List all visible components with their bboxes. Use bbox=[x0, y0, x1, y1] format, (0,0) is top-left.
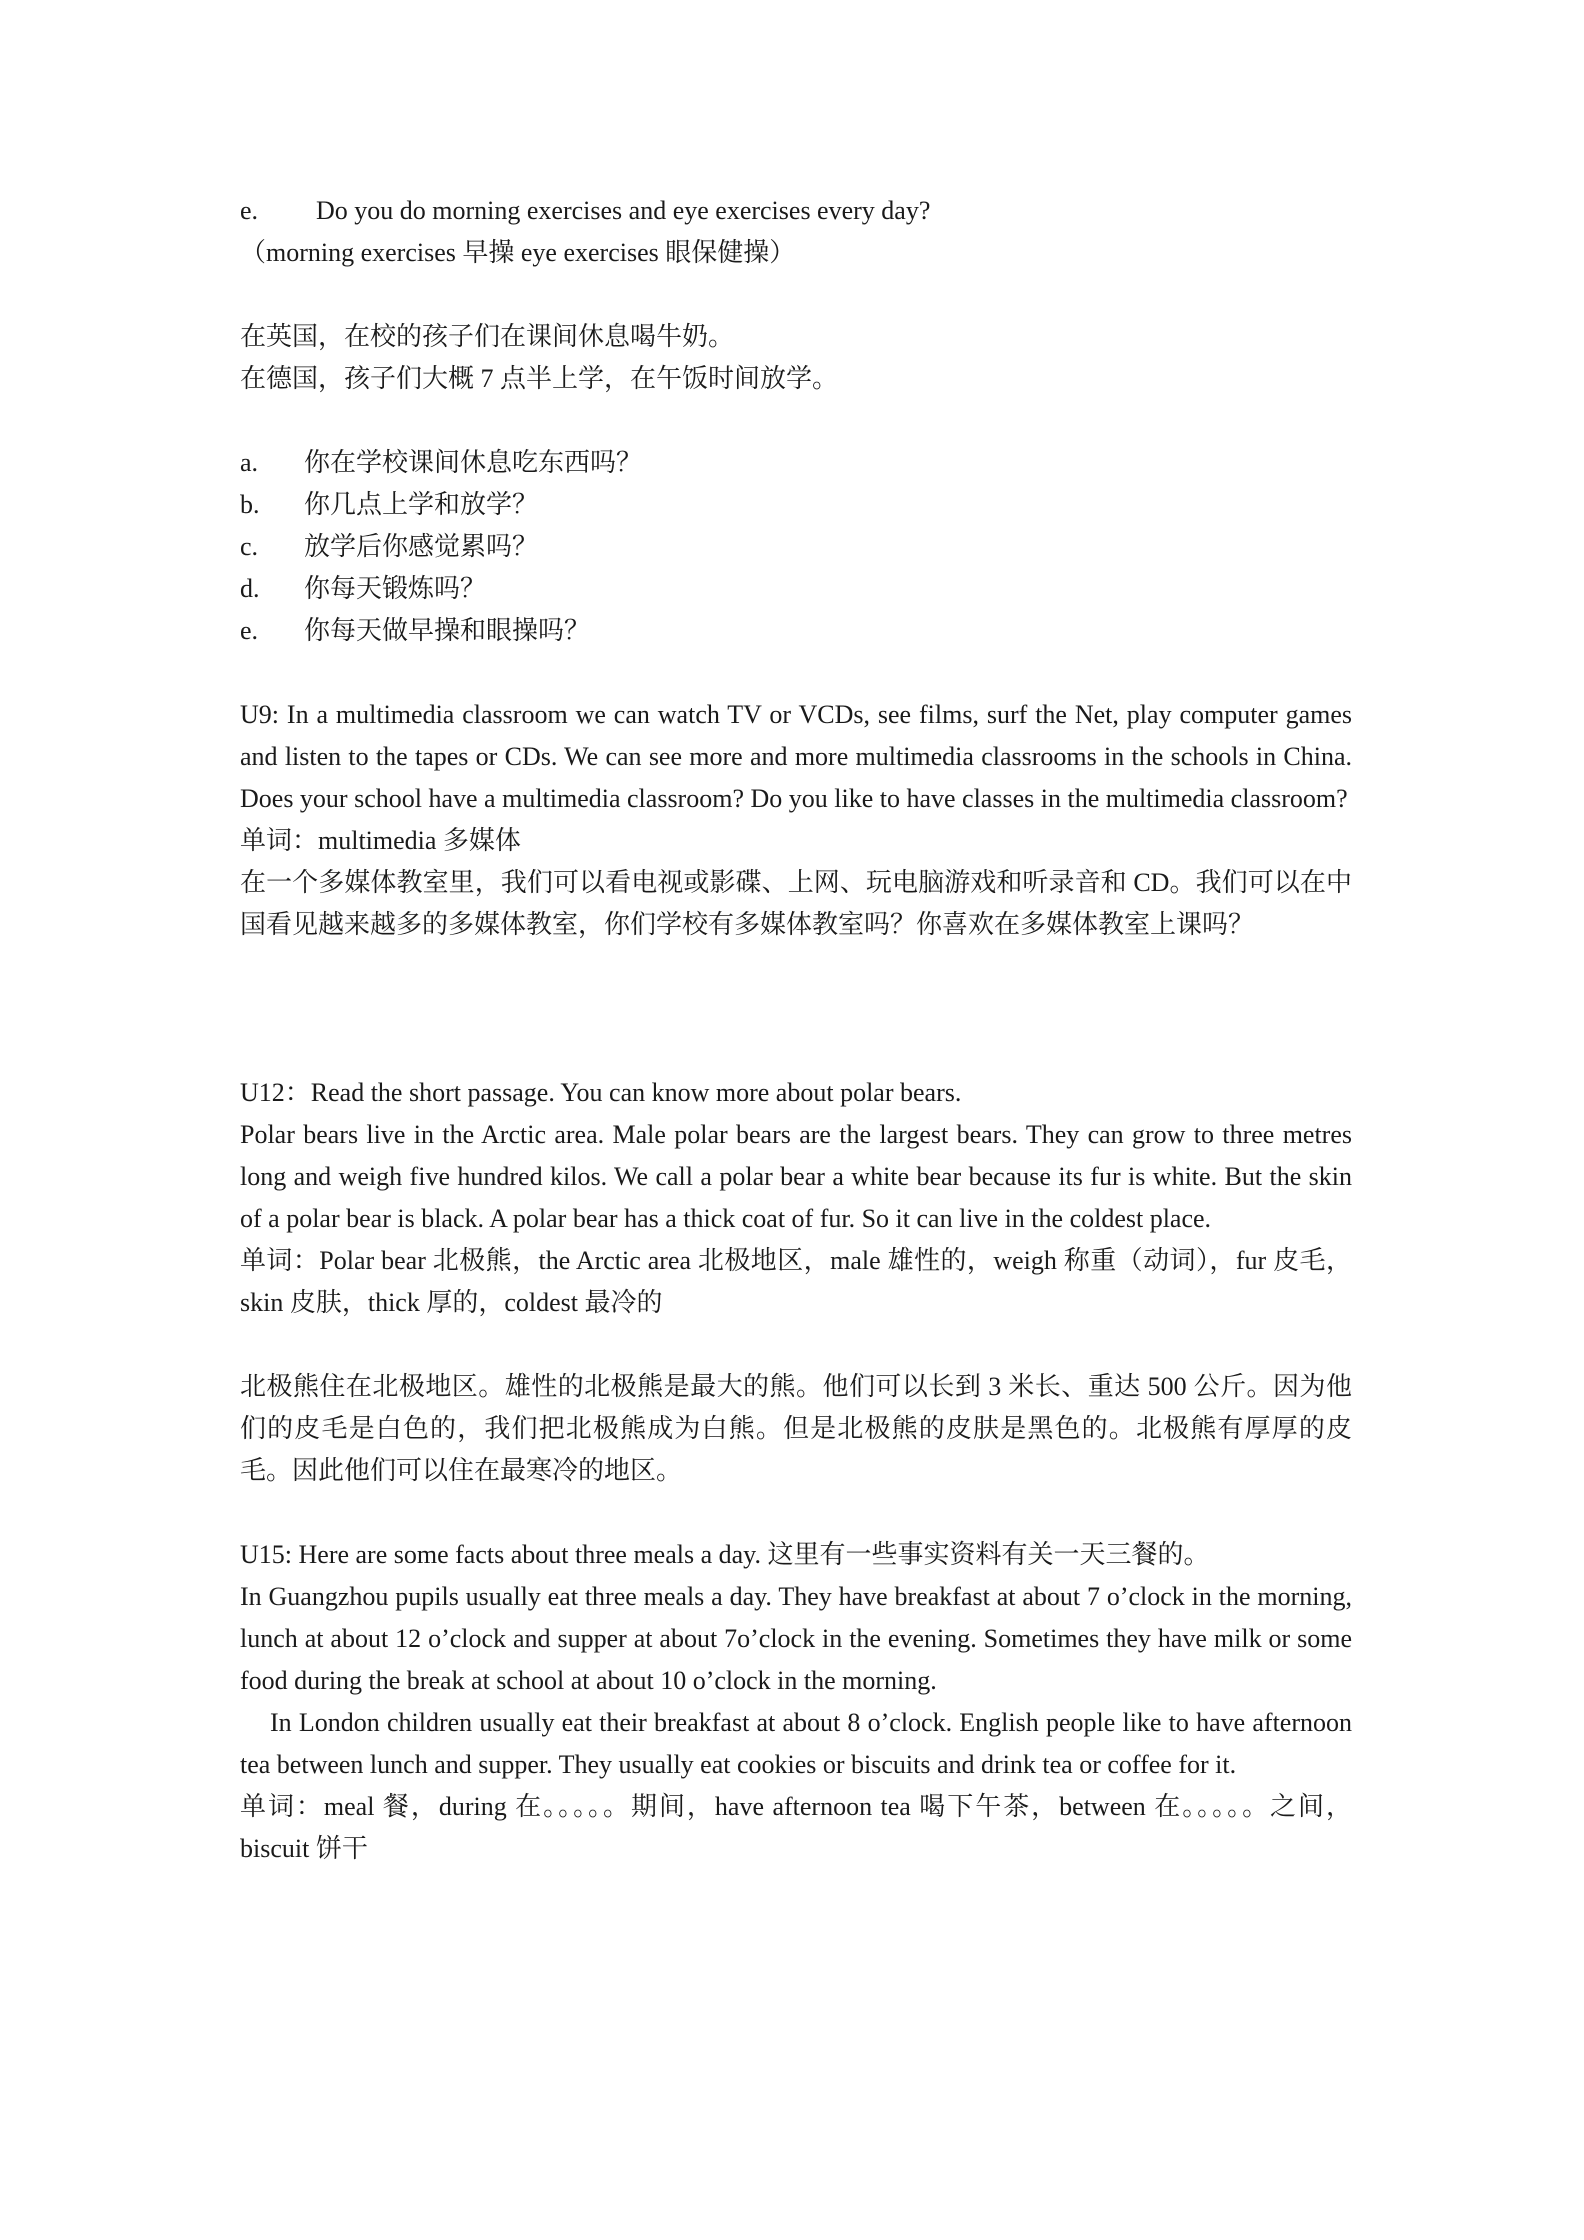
item-marker: b. bbox=[240, 490, 260, 519]
u15-vocab: 单词：meal 餐，during 在。。。。。期间，have afternoon tea 喝下午茶，between 在。。。。。之间，biscuit 饼干 bbox=[240, 1792, 1352, 1863]
item-text: 你每天做早操和眼操吗？ bbox=[304, 616, 591, 645]
u15-paragraph-guangzhou: In Guangzhou pupils usually eat three meals a day. They have breakfast at about 7 o’clock in the morning, lunch at about 12 o’clock and supper at about 7o’clock in the evening. Sometimes they have milk or some food during the break at school at about 10 o’clock in the morning. bbox=[240, 1582, 1352, 1695]
item-text: 你每天锻炼吗？ bbox=[304, 574, 487, 603]
item-text: 放学后你感觉累吗？ bbox=[304, 532, 539, 561]
item-text: Do you do morning exercises and eye exercises every day? bbox=[316, 196, 931, 225]
exercise-item-e bbox=[240, 190, 1352, 232]
u15-heading: U15: Here are some facts about three meals a day. 这里有一些事实资料有关一天三餐的。 bbox=[240, 1540, 1210, 1569]
list-item bbox=[240, 484, 1352, 526]
u9-chinese-translation: 在一个多媒体教室里，我们可以看电视或影碟、上网、玩电脑游戏和听录音和 CD。我们可以在中国看见越来越多的多媒体教室，你们学校有多媒体教室吗？你喜欢在多媒体教室上课吗？ bbox=[240, 868, 1352, 939]
fact-line-germany: 在德国，孩子们大概 7 点半上学，在午饭时间放学。 bbox=[240, 364, 839, 393]
list-item bbox=[240, 526, 1352, 568]
item-marker: d. bbox=[240, 574, 260, 603]
u12-chinese-translation: 北极熊住在北极地区。雄性的北极熊是最大的熊。他们可以长到 3 米长、重达 500 公斤。因为他们的皮毛是白色的，我们把北极熊成为白熊。但是北极熊的皮肤是黑色的。北极熊有厚厚的皮毛。因此他们可以住在最寒冷的地区。 bbox=[240, 1372, 1352, 1485]
u9-vocab: 单词：multimedia 多媒体 bbox=[240, 826, 521, 855]
item-marker: c. bbox=[240, 532, 259, 561]
fact-line-britain: 在英国，在校的孩子们在课间休息喝牛奶。 bbox=[240, 322, 735, 351]
item-marker: e. bbox=[240, 616, 259, 645]
unit-12-section bbox=[240, 1072, 1352, 1492]
list-item bbox=[240, 442, 1352, 484]
u12-english-passage: Polar bears live in the Arctic area. Male polar bears are the largest bears. They can grow to three metres long and weigh five hundred kilos. We call a polar bear a white bear because its fur is white. But the skin of a polar bear is black. A polar bear has a thick coat of fur. So it can live in the coldest place. bbox=[240, 1120, 1352, 1233]
list-item bbox=[240, 610, 1352, 652]
item-marker: e. bbox=[240, 196, 259, 225]
item-text: 你在学校课间休息吃东西吗？ bbox=[304, 448, 643, 477]
vocab-note: （morning exercises 早操 eye exercises 眼保健操） bbox=[240, 238, 796, 267]
item-marker: a. bbox=[240, 448, 259, 477]
unit-9-section bbox=[240, 694, 1352, 946]
document-page bbox=[240, 190, 1352, 1870]
list-item bbox=[240, 568, 1352, 610]
u12-heading: U12：Read the short passage. You can know more about polar bears. bbox=[240, 1078, 962, 1107]
u12-vocab: 单词：Polar bear 北极熊，the Arctic area 北极地区，male 雄性的，weigh 称重（动词），fur 皮毛，skin 皮肤，thick 厚的，coldest 最冷的 bbox=[240, 1246, 1352, 1317]
u9-english-passage: U9: In a multimedia classroom we can watch TV or VCDs, see films, surf the Net, play computer games and listen to the tapes or CDs. We can see more and more multimedia classrooms in the schools in China. Does your school have a multimedia classroom? Do you like to have classes in the multimedia classroom? bbox=[240, 700, 1352, 813]
unit-15-section bbox=[240, 1534, 1352, 1870]
item-text: 你几点上学和放学？ bbox=[304, 490, 539, 519]
u15-paragraph-london: In London children usually eat their breakfast at about 8 o’clock. English people like to have afternoon tea between lunch and supper. They usually eat cookies or biscuits and drink tea or coffee for it. bbox=[240, 1708, 1352, 1779]
question-list bbox=[240, 442, 1352, 652]
